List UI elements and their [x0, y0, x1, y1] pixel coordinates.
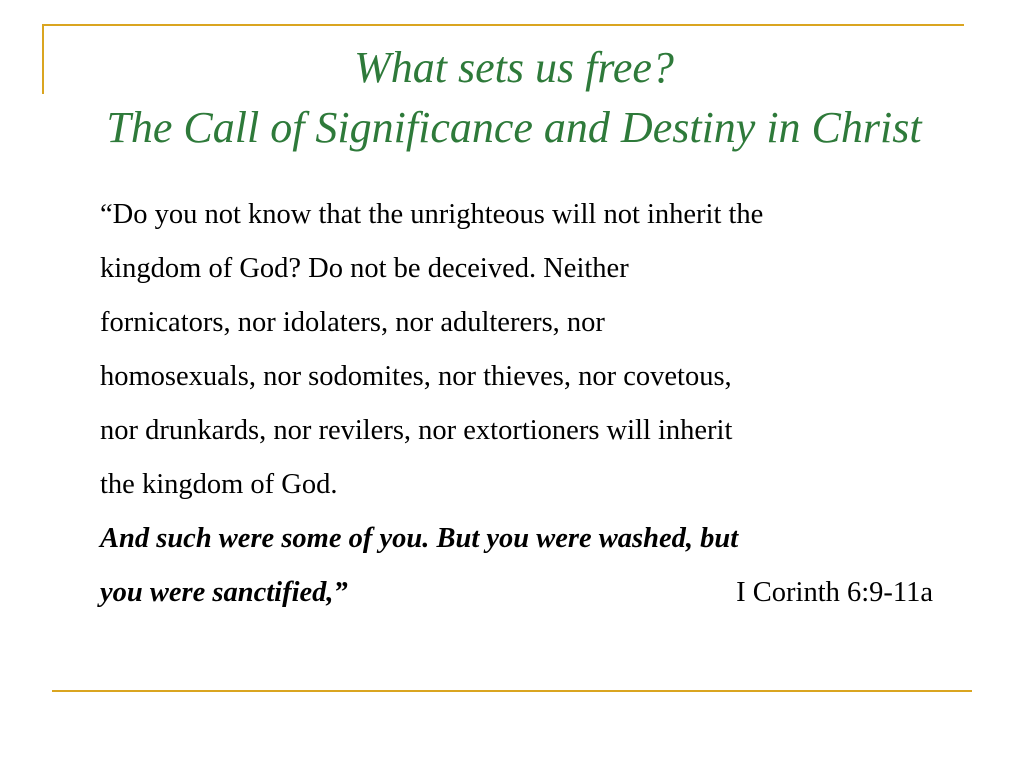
- frame-top-rule: [42, 24, 964, 26]
- title-line-1: What sets us free?: [354, 43, 674, 92]
- emphasis-line-end: you were sanctified,”: [100, 577, 348, 608]
- quote-line: homosexuals, nor sodomites, nor thieves, nor covetous,: [100, 361, 732, 392]
- closing-line: [100, 566, 933, 620]
- slide-title: [44, 38, 984, 158]
- frame-bottom-rule: [52, 690, 972, 692]
- scripture-quote: [100, 188, 980, 620]
- quote-line: nor drunkards, nor revilers, nor extortioners will inherit: [100, 415, 733, 446]
- title-line-2: The Call of Significance and Destiny in Christ: [106, 103, 922, 152]
- quote-line: fornicators, nor idolaters, nor adulterers, nor: [100, 307, 605, 338]
- quote-line: “Do you not know that the unrighteous will not inherit the: [100, 199, 764, 230]
- emphasis-line: And such were some of you. But you were washed, but: [100, 523, 739, 554]
- scripture-reference: I Corinth 6:9-11a: [736, 577, 933, 608]
- quote-line: the kingdom of God.: [100, 469, 338, 500]
- quote-line: kingdom of God? Do not be deceived. Neither: [100, 253, 629, 284]
